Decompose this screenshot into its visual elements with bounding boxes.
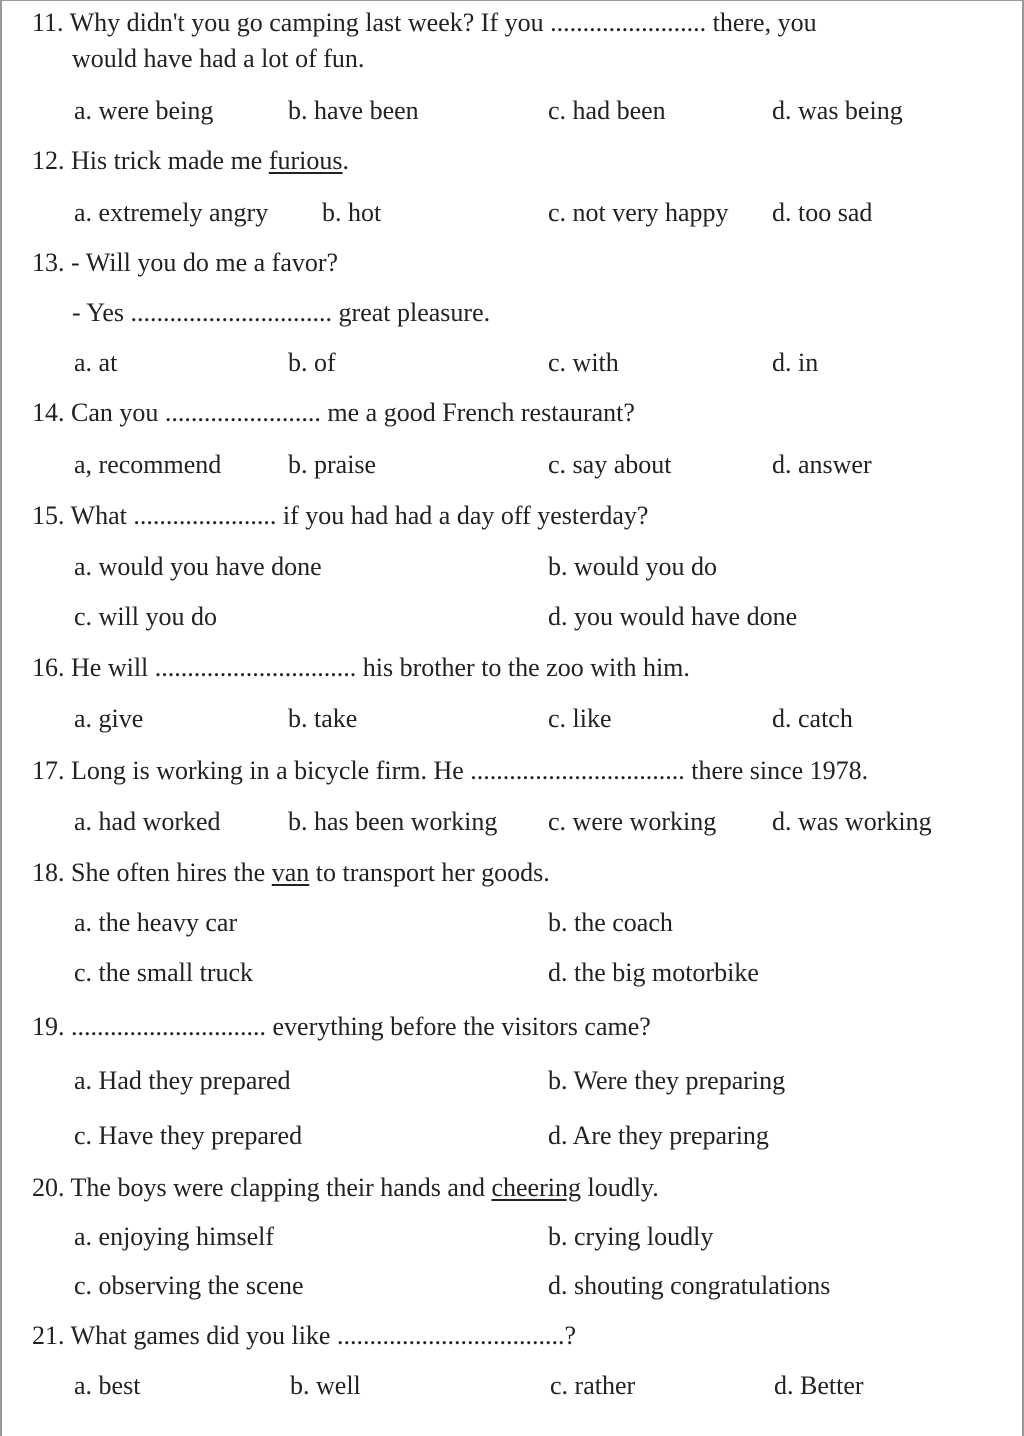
answer-blank: ................................... <box>336 1321 565 1350</box>
option-15-a[interactable]: a. would you have done <box>74 552 322 581</box>
question-text: Long is working in a bicycle firm. He <box>71 756 464 785</box>
question-number: 19. <box>32 1012 65 1041</box>
underlined-word: furious <box>268 146 343 175</box>
option-18-c[interactable]: c. the small truck <box>74 958 254 987</box>
option-18-a[interactable]: a. the heavy car <box>74 908 238 937</box>
underlined-word: van <box>271 858 310 887</box>
question-number: 15. <box>32 501 65 530</box>
option-17-d[interactable]: d. was working <box>772 807 932 836</box>
option-16-d[interactable]: d. catch <box>772 704 853 733</box>
option-20-d[interactable]: d. shouting congratulations <box>548 1271 831 1300</box>
question-number: 17. <box>32 756 65 785</box>
question-number: 18. <box>32 858 65 887</box>
option-12-b[interactable]: b. hot <box>322 198 382 227</box>
option-14-b[interactable]: b. praise <box>288 450 377 479</box>
option-13-d[interactable]: d. in <box>772 348 819 377</box>
answer-blank: ............................... <box>130 298 333 327</box>
question-text-after: his brother to the zoo with him. <box>362 653 690 682</box>
option-21-b[interactable]: b. well <box>290 1371 361 1400</box>
question-text: He will <box>71 653 149 682</box>
question-number: 12. <box>32 146 65 175</box>
option-15-c[interactable]: c. will you do <box>74 602 217 631</box>
question-text: She often hires the <box>71 858 266 887</box>
option-21-c[interactable]: c. rather <box>550 1371 636 1400</box>
question-text: His trick made me <box>71 146 263 175</box>
question-text-after: to transport her goods. <box>315 858 550 887</box>
option-20-a[interactable]: a. enjoying himself <box>74 1222 275 1251</box>
question-text: Why didn't you go camping last week? If you <box>69 8 544 37</box>
answer-blank: ........................ <box>550 8 707 37</box>
question-text: - Yes <box>72 298 125 327</box>
question-text: Can you <box>71 398 159 427</box>
answer-blank: ........................ <box>164 398 321 427</box>
answer-blank: ...................... <box>133 501 277 530</box>
question-13-line-2 <box>72 300 490 326</box>
option-15-b[interactable]: b. would you do <box>548 552 717 581</box>
question-19 <box>32 1014 651 1040</box>
option-16-b[interactable]: b. take <box>288 704 358 733</box>
option-17-b[interactable]: b. has been working <box>288 807 498 836</box>
question-13 <box>32 250 338 276</box>
question-text-after: . <box>342 146 350 175</box>
question-number: 20. <box>32 1173 65 1202</box>
question-text: What <box>70 501 127 530</box>
underlined-word: cheering <box>491 1173 581 1202</box>
option-12-c[interactable]: c. not very happy <box>548 198 729 227</box>
question-number: 21. <box>32 1321 65 1350</box>
question-number: 13. <box>32 248 65 277</box>
option-15-d[interactable]: d. you would have done <box>548 602 798 631</box>
question-18 <box>32 860 550 886</box>
question-14 <box>32 400 635 426</box>
question-11-continuation: would have had a lot of fun. <box>72 44 365 73</box>
answer-blank: .............................. <box>71 1012 266 1041</box>
question-number: 16. <box>32 653 65 682</box>
question-text-after: there, you <box>712 8 817 37</box>
option-11-a[interactable]: a. were being <box>74 96 214 125</box>
option-18-d[interactable]: d. the big motorbike <box>548 958 759 987</box>
option-18-b[interactable]: b. the coach <box>548 908 673 937</box>
option-19-a[interactable]: a. Had they prepared <box>74 1066 291 1095</box>
option-11-b[interactable]: b. have been <box>288 96 419 125</box>
option-14-a[interactable]: a, recommend <box>74 450 222 479</box>
option-11-c[interactable]: c. had been <box>548 96 666 125</box>
option-12-a[interactable]: a. extremely angry <box>74 198 269 227</box>
question-11 <box>32 10 817 36</box>
option-17-a[interactable]: a. had worked <box>74 807 221 836</box>
question-text-after: me a good French restaurant? <box>327 398 635 427</box>
option-14-c[interactable]: c. say about <box>548 450 672 479</box>
question-text: What games did you like <box>70 1321 331 1350</box>
option-16-c[interactable]: c. like <box>548 704 612 733</box>
question-text-after: if you had had a day off yesterday? <box>282 501 649 530</box>
question-text-after: great pleasure. <box>338 298 491 327</box>
option-21-d[interactable]: d. Better <box>774 1371 864 1400</box>
option-13-b[interactable]: b. of <box>288 348 336 377</box>
question-15 <box>32 503 648 529</box>
option-13-a[interactable]: a. at <box>74 348 118 377</box>
option-14-d[interactable]: d. answer <box>772 450 872 479</box>
question-number: 14. <box>32 398 65 427</box>
question-17 <box>32 758 868 784</box>
option-20-b[interactable]: b. crying loudly <box>548 1222 714 1251</box>
option-20-c[interactable]: c. observing the scene <box>74 1271 304 1300</box>
question-21 <box>32 1323 576 1349</box>
question-text-after: ? <box>564 1321 577 1350</box>
option-19-c[interactable]: c. Have they prepared <box>74 1121 303 1150</box>
question-number: 11. <box>32 8 64 37</box>
option-13-c[interactable]: c. with <box>548 348 619 377</box>
question-12 <box>32 148 349 174</box>
option-11-d[interactable]: d. was being <box>772 96 903 125</box>
option-16-a[interactable]: a. give <box>74 704 144 733</box>
question-20 <box>32 1175 659 1201</box>
answer-blank: ................................. <box>470 756 685 785</box>
question-text-after: everything before the visitors came? <box>272 1012 651 1041</box>
option-19-b[interactable]: b. Were they preparing <box>548 1066 786 1095</box>
option-21-a[interactable]: a. best <box>74 1371 141 1400</box>
option-19-d[interactable]: d. Are they preparing <box>548 1121 769 1150</box>
answer-blank: ............................... <box>154 653 357 682</box>
question-text: - Will you do me a favor? <box>71 248 339 277</box>
option-17-c[interactable]: c. were working <box>548 807 717 836</box>
question-16 <box>32 655 690 681</box>
question-text-after: loudly. <box>587 1173 659 1202</box>
question-text: The boys were clapping their hands and <box>70 1173 485 1202</box>
question-text-after: there since 1978. <box>691 756 869 785</box>
option-12-d[interactable]: d. too sad <box>772 198 873 227</box>
